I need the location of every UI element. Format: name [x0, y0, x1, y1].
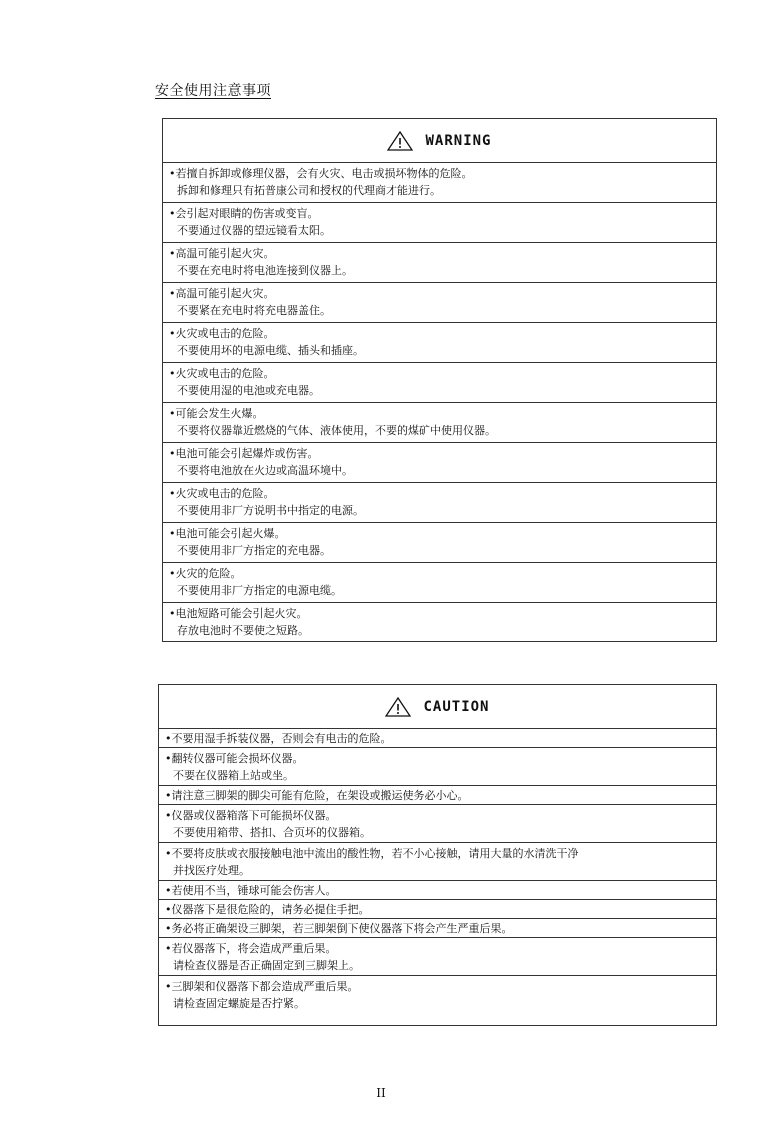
caution-item — [159, 748, 716, 786]
caution-box — [158, 684, 717, 1026]
warning-item — [163, 323, 716, 363]
caution-triangle-icon — [385, 697, 411, 717]
caution-item-text: •不要将皮肤或衣服接触电池中流出的酸性物，若不小心接触，请用大量的水清洗干净 — [165, 847, 579, 860]
caution-item-text: •翻转仪器可能会损坏仪器。 — [165, 752, 304, 765]
warning-item-detail: 拆卸和修理只有拓普康公司和授权的代理商才能进行。 — [177, 184, 441, 197]
warning-item — [163, 403, 716, 443]
caution-item-detail: 请检查固定螺旋是否拧紧。 — [173, 997, 305, 1010]
caution-item — [159, 919, 716, 938]
warning-item-detail: 不要使用非厂方说明书中指定的电源。 — [177, 504, 364, 517]
caution-item-text: •请注意三脚架的脚尖可能有危险，在架设或搬运使务必小心。 — [165, 789, 469, 802]
caution-item-detail: 不要使用箱带、搭扣、合页坏的仪器箱。 — [173, 826, 371, 839]
warning-item — [163, 283, 716, 323]
warning-item-detail: 不要将仪器靠近燃烧的气体、液体使用，不要的煤矿中使用仪器。 — [177, 424, 496, 437]
caution-item — [159, 729, 716, 748]
caution-item-detail: 请检查仪器是否正确固定到三脚架上。 — [173, 959, 360, 972]
warning-item-detail: 不要将电池放在火边或高温环境中。 — [177, 464, 353, 477]
warning-item-detail: 不要使用非厂方指定的电源电缆。 — [177, 584, 342, 597]
warning-triangle-icon — [387, 131, 413, 151]
warning-item-text: •火灾或电击的危险。 — [169, 367, 275, 380]
caution-item — [159, 976, 716, 1016]
caution-item — [159, 900, 716, 919]
warning-item-text: •电池短路可能会引起火灾。 — [169, 607, 308, 620]
caution-item-text: •仪器或仪器箱落下可能损坏仪器。 — [165, 809, 337, 822]
warning-item-detail: 不要使用坏的电源电缆、插头和插座。 — [177, 344, 364, 357]
warning-item-text: •火灾的危险。 — [169, 567, 242, 580]
caution-title: CAUTION — [423, 698, 490, 715]
warning-item — [163, 603, 716, 643]
page-number: II — [376, 1086, 386, 1100]
warning-item-detail: 不要通过仪器的望远镜看太阳。 — [177, 224, 331, 237]
caution-item — [159, 786, 716, 805]
warning-item-detail: 不要使用非厂方指定的充电器。 — [177, 544, 331, 557]
warning-item-text: •高温可能引起火灾。 — [169, 287, 275, 300]
warning-item-detail: 不要紧在充电时将充电器盖住。 — [177, 304, 331, 317]
warning-item-detail: 不要在充电时将电池连接到仪器上。 — [177, 264, 353, 277]
warning-box — [162, 118, 717, 642]
caution-item-text: •仪器落下是很危险的，请务必提住手把。 — [165, 903, 370, 916]
warning-item — [163, 563, 716, 603]
caution-item-text: •不要用湿手拆装仪器，否则会有电击的危险。 — [165, 732, 392, 745]
warning-item-detail: 存放电池时不要使之短路。 — [177, 624, 309, 637]
caution-item — [159, 843, 716, 881]
caution-item-text: •若使用不当，锤球可能会伤害人。 — [165, 884, 337, 897]
caution-item-detail: 不要在仪器箱上站或坐。 — [173, 769, 294, 782]
caution-item — [159, 881, 716, 900]
warning-header — [163, 119, 716, 163]
caution-item — [159, 805, 716, 843]
warning-item-text: •火灾或电击的危险。 — [169, 327, 275, 340]
caution-item-text: •务必将正确架设三脚架，若三脚架倒下使仪器落下将会产生严重后果。 — [165, 922, 513, 935]
warning-item-text: •若擅自拆卸或修理仪器，会有火灾、电击或损坏物体的危险。 — [169, 167, 473, 180]
warning-item-text: •会引起对眼睛的伤害或变盲。 — [169, 207, 319, 220]
caution-item-text: •三脚架和仪器落下都会造成严重后果。 — [165, 980, 359, 993]
caution-item-text: •若仪器落下，将会造成严重后果。 — [165, 942, 337, 955]
caution-item-detail: 并找医疗处理。 — [173, 864, 250, 877]
warning-title: WARNING — [425, 132, 492, 149]
warning-item — [163, 203, 716, 243]
warning-item — [163, 363, 716, 403]
warning-item-text: •火灾或电击的危险。 — [169, 487, 275, 500]
warning-item-text: •电池可能会引起爆炸或伤害。 — [169, 447, 319, 460]
warning-item-text: •高温可能引起火灾。 — [169, 247, 275, 260]
warning-item — [163, 523, 716, 563]
warning-item — [163, 483, 716, 523]
warning-item — [163, 163, 716, 203]
page-title: 安全使用注意事项 — [155, 83, 271, 99]
caution-header — [159, 685, 716, 729]
warning-item-text: •可能会发生火爆。 — [169, 407, 264, 420]
caution-item — [159, 938, 716, 976]
warning-item — [163, 443, 716, 483]
warning-item-text: •电池可能会引起火爆。 — [169, 527, 286, 540]
warning-item — [163, 243, 716, 283]
warning-item-detail: 不要使用湿的电池或充电器。 — [177, 384, 320, 397]
